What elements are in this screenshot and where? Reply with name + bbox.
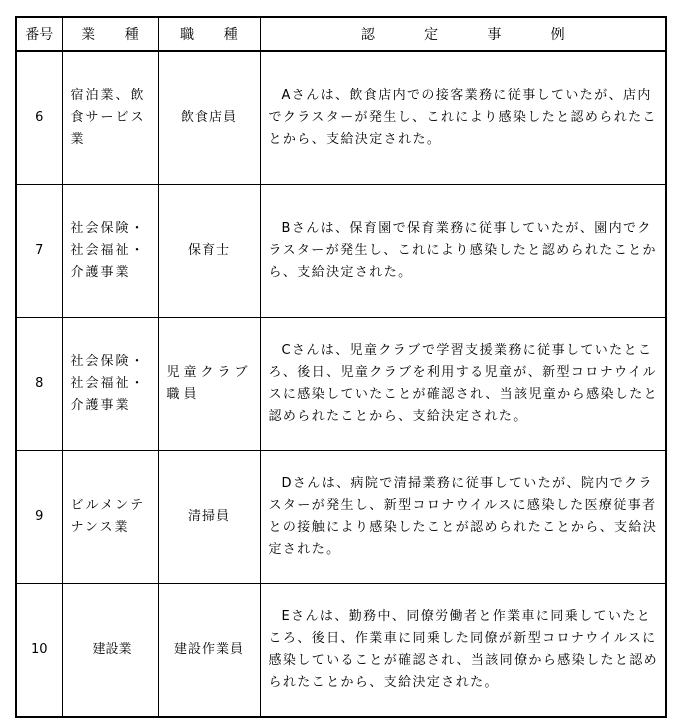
case-industry: 社会保険・社会福祉・介護事業 — [62, 185, 158, 318]
case-occupation: 飲食店員 — [158, 51, 260, 185]
header-occupation: 職 種 — [158, 17, 260, 51]
table-row — [16, 451, 666, 584]
header-number: 番号 — [16, 17, 62, 51]
case-number: 7 — [16, 185, 62, 318]
case-occupation: 保育士 — [158, 185, 260, 318]
table-row — [16, 318, 666, 451]
table-row — [16, 51, 666, 185]
header-row — [16, 17, 666, 51]
case-industry: 社会保険・社会福祉・介護事業 — [62, 318, 158, 451]
table-row — [16, 584, 666, 718]
header-industry: 業 種 — [62, 17, 158, 51]
table-row — [16, 185, 666, 318]
case-number: 8 — [16, 318, 62, 451]
case-example: Eさんは、勤務中、同僚労働者と作業車に同乗していたところ、後日、作業車に同乗した同僚が新型コロナウイルスに感染していることが確認され、当該同僚から感染したと認められたことから、支給決定された。 — [260, 584, 666, 718]
header-example: 認 定 事 例 — [260, 17, 666, 51]
case-example: Bさんは、保育園で保育業務に従事していたが、園内でクラスターが発生し、これにより感染したと認められたことから、支給決定された。 — [260, 185, 666, 318]
case-occupation: 清掃員 — [158, 451, 260, 584]
case-industry: 宿泊業、飲食サービス業 — [62, 51, 158, 185]
case-number: 9 — [16, 451, 62, 584]
certification-cases-table — [15, 16, 667, 718]
case-industry: ビルメンテナンス業 — [62, 451, 158, 584]
case-number: 10 — [16, 584, 62, 718]
case-example: Cさんは、児童クラブで学習支援業務に従事していたところ、後日、児童クラブを利用する児童が、新型コロナウイルスに感染していたことが確認され、当該児童から感染したと認められたことから、支給決定された。 — [260, 318, 666, 451]
case-industry: 建設業 — [62, 584, 158, 718]
case-example: Aさんは、飲食店内での接客業務に従事していたが、店内でクラスターが発生し、これにより感染したと認められたことから、支給決定された。 — [260, 51, 666, 185]
case-example: Dさんは、病院で清掃業務に従事していたが、院内でクラスターが発生し、新型コロナウイルスに感染した医療従事者との接触により感染したことが認められたことから、支給決定された。 — [260, 451, 666, 584]
case-occupation: 児童クラブ職員 — [158, 318, 260, 451]
case-number: 6 — [16, 51, 62, 185]
case-occupation: 建設作業員 — [158, 584, 260, 718]
